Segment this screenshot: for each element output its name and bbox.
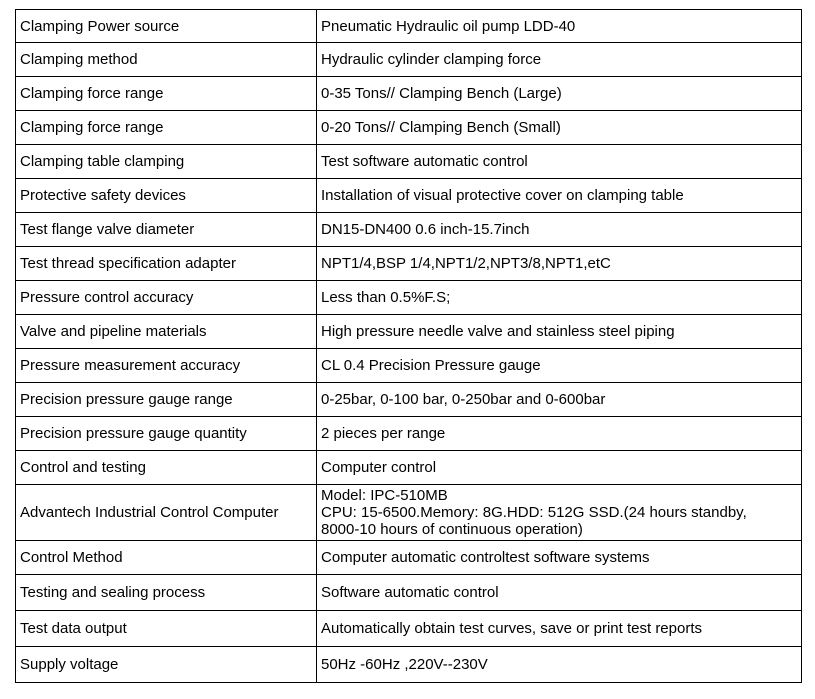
table-row [16, 111, 802, 145]
spec-label: Precision pressure gauge range [16, 383, 317, 417]
spec-value [317, 485, 802, 541]
spec-value-line: 8000-10 hours of continuous operation) [321, 521, 583, 538]
spec-label: Control and testing [16, 451, 317, 485]
spec-label: Valve and pipeline materials [16, 315, 317, 349]
spec-label: Protective safety devices [16, 179, 317, 213]
table-row [16, 43, 802, 77]
spec-label: Test flange valve diameter [16, 213, 317, 247]
spec-value: DN15-DN400 0.6 inch-15.7inch [317, 213, 802, 247]
spec-label: Pressure measurement accuracy [16, 349, 317, 383]
spec-label: Advantech Industrial Control Computer [16, 485, 317, 541]
spec-value: NPT1/4,BSP 1/4,NPT1/2,NPT3/8,NPT1,etC [317, 247, 802, 281]
spec-label: Clamping force range [16, 77, 317, 111]
table-row [16, 417, 802, 451]
table-row [16, 575, 802, 611]
spec-value-line: Model: IPC-510MB [321, 487, 448, 504]
table-row [16, 349, 802, 383]
spec-value: Computer control [317, 451, 802, 485]
spec-value: 0-20 Tons// Clamping Bench (Small) [317, 111, 802, 145]
spec-label: Pressure control accuracy [16, 281, 317, 315]
table-row [16, 647, 802, 683]
table-row [16, 315, 802, 349]
spec-label: Testing and sealing process [16, 575, 317, 611]
table-row [16, 213, 802, 247]
spec-label: Clamping table clamping [16, 145, 317, 179]
table-row [16, 179, 802, 213]
table-row [16, 541, 802, 575]
spec-value: 0-25bar, 0-100 bar, 0-250bar and 0-600bar [317, 383, 802, 417]
spec-label: Clamping Power source [16, 10, 317, 43]
specification-table [15, 9, 802, 683]
spec-value: 2 pieces per range [317, 417, 802, 451]
table-row [16, 281, 802, 315]
spec-label: Supply voltage [16, 647, 317, 683]
spec-value: Software automatic control [317, 575, 802, 611]
spec-value: Less than 0.5%F.S; [317, 281, 802, 315]
table-row [16, 485, 802, 541]
spec-value: Pneumatic Hydraulic oil pump LDD-40 [317, 10, 802, 43]
spec-value: Installation of visual protective cover on clamping table [317, 179, 802, 213]
spec-value: 50Hz -60Hz ,220V--230V [317, 647, 802, 683]
table-row [16, 383, 802, 417]
table-row [16, 247, 802, 281]
spec-label: Clamping force range [16, 111, 317, 145]
table-row [16, 145, 802, 179]
spec-label: Test thread specification adapter [16, 247, 317, 281]
spec-label: Clamping method [16, 43, 317, 77]
table-row [16, 451, 802, 485]
spec-value: CL 0.4 Precision Pressure gauge [317, 349, 802, 383]
table-row [16, 77, 802, 111]
spec-value: Test software automatic control [317, 145, 802, 179]
spec-value: High pressure needle valve and stainless steel piping [317, 315, 802, 349]
spec-value: Automatically obtain test curves, save or print test reports [317, 611, 802, 647]
spec-value-line: CPU: 15-6500.Memory: 8G.HDD: 512G SSD.(24 hours standby, [321, 504, 747, 521]
table-row [16, 611, 802, 647]
spec-value: Computer automatic controltest software systems [317, 541, 802, 575]
spec-label: Test data output [16, 611, 317, 647]
spec-value: Hydraulic cylinder clamping force [317, 43, 802, 77]
spec-label: Control Method [16, 541, 317, 575]
spec-label: Precision pressure gauge quantity [16, 417, 317, 451]
table-row [16, 10, 802, 43]
spec-value: 0-35 Tons// Clamping Bench (Large) [317, 77, 802, 111]
